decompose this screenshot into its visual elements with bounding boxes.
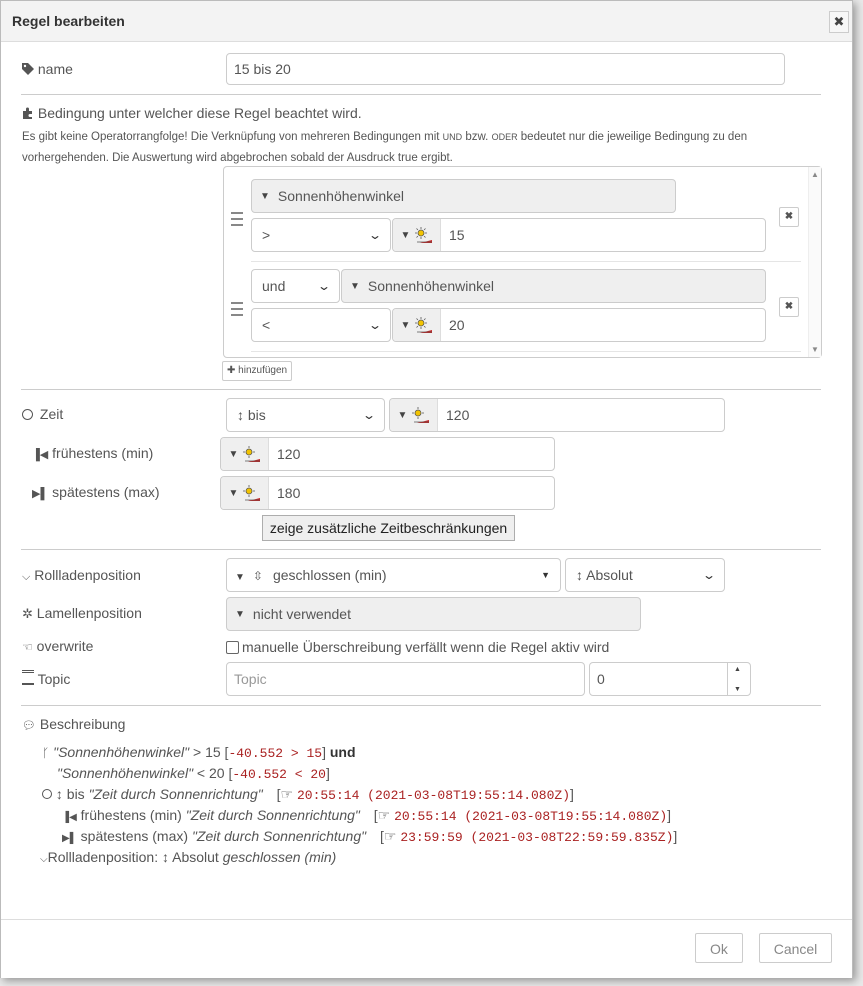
- chevron-down-icon: ⌄: [361, 408, 377, 422]
- dialog-titlebar: [1, 1, 852, 42]
- dialog-footer: [1, 919, 852, 978]
- comment-icon: 💬︎: [22, 720, 36, 732]
- note-und: UND: [442, 132, 463, 142]
- topic-input[interactable]: Topic: [226, 662, 585, 696]
- step-backward-icon: ▐◀: [32, 449, 49, 461]
- rule1-operator: >: [262, 227, 271, 243]
- desc-l4-code: 20:55:14 (2021-03-08T19:55:14.080Z): [394, 809, 668, 824]
- overwrite-checkbox[interactable]: [226, 641, 239, 654]
- hand-icon: ☜: [22, 640, 33, 654]
- desc-line-2: [57, 765, 330, 782]
- latest-label-row: [32, 484, 160, 500]
- condition-note: [22, 127, 822, 169]
- spin-up-icon[interactable]: ▲: [734, 666, 741, 673]
- chevron-down-icon: ⌵: [40, 854, 48, 865]
- condition-heading: Bedingung unter welcher diese Regel beachtet wird.: [37, 105, 362, 121]
- desc-l1-code: -40.552 > 15: [228, 746, 323, 761]
- desc-l5-code: 23:59:59 (2021-03-08T22:59:59.835Z): [400, 830, 674, 845]
- latest-value: 180: [277, 485, 301, 501]
- caret-down-icon: ▼: [235, 608, 245, 620]
- slat-position-value: nicht verwendet: [252, 606, 351, 622]
- divider: [21, 705, 821, 706]
- sun-elevation-icon: [414, 317, 432, 333]
- scroll-up-icon: ▲: [811, 170, 819, 179]
- note-oder: ODER: [491, 132, 518, 142]
- rule2-link: und: [262, 278, 286, 294]
- desc-l1-op: > 15 [: [189, 744, 229, 760]
- roll-position-select[interactable]: [226, 558, 561, 592]
- slat-label: Lamellenposition: [36, 605, 142, 621]
- chevron-down-icon: ⌄: [316, 279, 332, 293]
- name-input[interactable]: 15 bis 20: [226, 53, 785, 85]
- overwrite-label-row: [22, 638, 93, 654]
- sun-time-icon: [411, 407, 429, 423]
- chevron-down-icon: ⌄: [701, 568, 717, 582]
- desc-l2-op: < 20 [: [193, 765, 233, 781]
- rule2-operator: <: [262, 317, 271, 333]
- add-condition-label: hinzufügen: [238, 365, 288, 376]
- type-select[interactable]: [221, 477, 269, 509]
- time-mode: ↕ bis: [237, 407, 266, 423]
- caret-down-icon: ▼: [260, 190, 270, 202]
- step-backward-icon: ▐◀: [62, 812, 77, 823]
- desc-l3-pre: ↕ bis: [55, 786, 89, 802]
- plus-icon: ✚: [227, 365, 236, 376]
- clock-icon: [22, 409, 33, 420]
- puzzle-icon: [22, 107, 34, 119]
- time-value: 120: [446, 407, 470, 423]
- divider: [21, 94, 821, 95]
- earliest-label: frühestens (min): [52, 445, 154, 461]
- scroll-down-icon: ▼: [811, 345, 819, 354]
- step-forward-icon: ▶▌: [62, 833, 77, 844]
- cog-icon: ✲: [22, 606, 33, 621]
- updown-icon: ⇳: [252, 569, 263, 583]
- time-mode-select[interactable]: [226, 398, 385, 432]
- desc-l4-text: "Zeit durch Sonnenrichtung": [185, 807, 360, 823]
- desc-l2-text: "Sonnenhöhenwinkel": [57, 765, 194, 781]
- desc-l3-code: 20:55:14 (2021-03-08T19:55:14.080Z): [296, 788, 571, 803]
- desc-line-6: [40, 849, 336, 865]
- drag-handle-icon[interactable]: [231, 302, 243, 316]
- ok-button[interactable]: Ok: [695, 933, 743, 963]
- desc-line-3: ↕ bis "Zeit durch Sonnenrichtung" [☞ 20:55:14 (2021-03-08T19:55:14.080Z)]: [42, 786, 574, 803]
- overwrite-checkbox-label: manuelle Überschreibung verfällt wenn die Regel aktiv wird: [242, 639, 610, 655]
- chevron-down-icon: ⌄: [367, 228, 383, 242]
- rule1-value-input[interactable]: [392, 218, 766, 252]
- rule2-link-select[interactable]: [251, 269, 340, 303]
- list-scrollbar[interactable]: [808, 167, 821, 357]
- latest-input[interactable]: [220, 476, 555, 510]
- rule-separator: [251, 351, 801, 352]
- description-label: Beschreibung: [39, 716, 126, 732]
- earliest-label-row: [32, 445, 153, 461]
- desc-line-1: [42, 744, 356, 761]
- time-label: Zeit: [39, 406, 64, 422]
- add-condition-button[interactable]: [222, 361, 292, 381]
- rule1-operator-select[interactable]: [251, 218, 391, 252]
- type-select[interactable]: [393, 219, 441, 251]
- rule1-property: Sonnenhöhenwinkel: [277, 188, 405, 204]
- topic-label: Topic: [37, 671, 71, 687]
- roll-mode-select[interactable]: [565, 558, 725, 592]
- type-select[interactable]: [221, 438, 269, 470]
- desc-line-4: ▐◀ frühestens (min) "Zeit durch Sonnenrichtung" [☞ 20:55:14 (2021-03-08T19:55:14.080Z)]: [62, 807, 672, 824]
- hand-pointer-icon: ☞: [377, 807, 391, 823]
- note-line-2: vorhergehenden. Die Auswertung wird abgebrochen sobald der Ausdruck true ergibt.: [22, 152, 453, 164]
- rule2-operator-select[interactable]: [251, 308, 391, 342]
- sun-time-icon: [242, 485, 260, 501]
- name-label-row: [22, 61, 73, 77]
- drag-handle-icon[interactable]: [231, 212, 243, 226]
- caret-down-icon: ▼: [228, 448, 239, 460]
- branch-icon: ᚴ: [42, 746, 50, 760]
- caret-down-icon: ▼: [541, 570, 550, 580]
- time-value-input[interactable]: [389, 398, 725, 432]
- rule2-property-select[interactable]: [341, 269, 766, 303]
- time-label-row: [22, 406, 63, 422]
- overwrite-row: [226, 639, 609, 655]
- caret-down-icon: ▼: [400, 319, 411, 331]
- description-label-row: [22, 716, 125, 732]
- desc-l6-pre: Rollladenposition: ↕ Absolut: [47, 849, 223, 865]
- rule-separator: [251, 261, 801, 262]
- earliest-value: 120: [277, 446, 301, 462]
- note-text-1: Es gibt keine Operatorrangfolge! Die Verknüpfung von mehreren Bedingungen mit: [22, 131, 443, 143]
- desc-l2-code: -40.552 < 20: [232, 767, 326, 782]
- caret-down-icon: ▼: [228, 487, 239, 499]
- desc-l3-text: "Zeit durch Sonnenrichtung": [88, 786, 263, 802]
- latest-label: spätestens (max): [52, 484, 160, 500]
- caret-down-icon: ▼: [235, 572, 245, 583]
- rule1-value: 15: [449, 227, 465, 243]
- caret-down-icon: ▼: [400, 229, 411, 241]
- desc-l2-end: ]: [325, 765, 330, 781]
- note-text-2: bzw.: [462, 131, 492, 143]
- desc-l5-pre: spätestens (max): [80, 828, 192, 844]
- sun-elevation-icon: [414, 227, 432, 243]
- desc-l1-text: "Sonnenhöhenwinkel": [53, 744, 190, 760]
- roll-label: Rollladenposition: [34, 567, 141, 583]
- spin-down-icon[interactable]: ▼: [734, 686, 741, 693]
- chevron-down-icon: ⌵: [22, 571, 31, 583]
- rule2-property: Sonnenhöhenwinkel: [367, 278, 495, 294]
- divider: [21, 389, 821, 390]
- type-select[interactable]: [393, 309, 441, 341]
- condition-heading-row: [22, 105, 362, 121]
- roll-position-value: geschlossen (min): [272, 567, 387, 583]
- tasks-icon: [22, 670, 34, 685]
- rule2-value-input[interactable]: [392, 308, 766, 342]
- number-spinner[interactable]: [727, 663, 751, 696]
- overwrite-label: overwrite: [36, 638, 94, 654]
- roll-mode: ↕ Absolut: [576, 567, 633, 583]
- topic-label-row: [22, 670, 70, 687]
- divider: [21, 549, 821, 550]
- name-label: name: [37, 61, 73, 77]
- earliest-input[interactable]: [220, 437, 555, 471]
- show-more-time-button[interactable]: zeige zusätzliche Zeitbeschränkungen: [262, 515, 515, 541]
- desc-l5-text: "Zeit durch Sonnenrichtung": [191, 828, 367, 844]
- desc-l4-pre: frühestens (min): [80, 807, 186, 823]
- delete-rule1-button[interactable]: ✖: [779, 207, 799, 227]
- step-forward-icon: ▶▌: [32, 488, 49, 500]
- desc-l6-text: geschlossen (min): [222, 849, 337, 865]
- topic-number-value: 0: [597, 671, 605, 687]
- cancel-button[interactable]: Cancel: [759, 933, 832, 963]
- rule1-property-select[interactable]: [251, 179, 676, 213]
- tag-icon: [22, 63, 34, 75]
- close-button[interactable]: ✖: [829, 11, 849, 33]
- rule2-value: 20: [449, 317, 465, 333]
- hand-pointer-icon: ☞: [280, 786, 294, 802]
- desc-l1-und: und: [329, 744, 356, 760]
- slat-position-select[interactable]: [226, 597, 641, 631]
- desc-line-5: ▶▌ spätestens (max) "Zeit durch Sonnenrichtung" [☞ 23:59:59 (2021-03-08T22:59:59.835Z)]: [62, 828, 678, 845]
- sun-time-icon: [242, 446, 260, 462]
- desc-l1-end: ]: [322, 744, 330, 760]
- delete-rule2-button[interactable]: ✖: [779, 297, 799, 317]
- hand-pointer-icon: ☞: [383, 828, 397, 844]
- caret-down-icon: ▼: [350, 280, 360, 292]
- condition-list: [223, 166, 822, 358]
- type-select[interactable]: [390, 399, 438, 431]
- slat-label-row: [22, 605, 142, 622]
- roll-label-row: [22, 567, 141, 584]
- dialog-title: Regel bearbeiten: [12, 13, 125, 29]
- caret-down-icon: ▼: [397, 409, 408, 421]
- clock-icon: [42, 789, 52, 799]
- chevron-down-icon: ⌄: [367, 318, 383, 332]
- note-text-3: bedeutet nur die jeweilige Bedingung zu den: [517, 131, 748, 143]
